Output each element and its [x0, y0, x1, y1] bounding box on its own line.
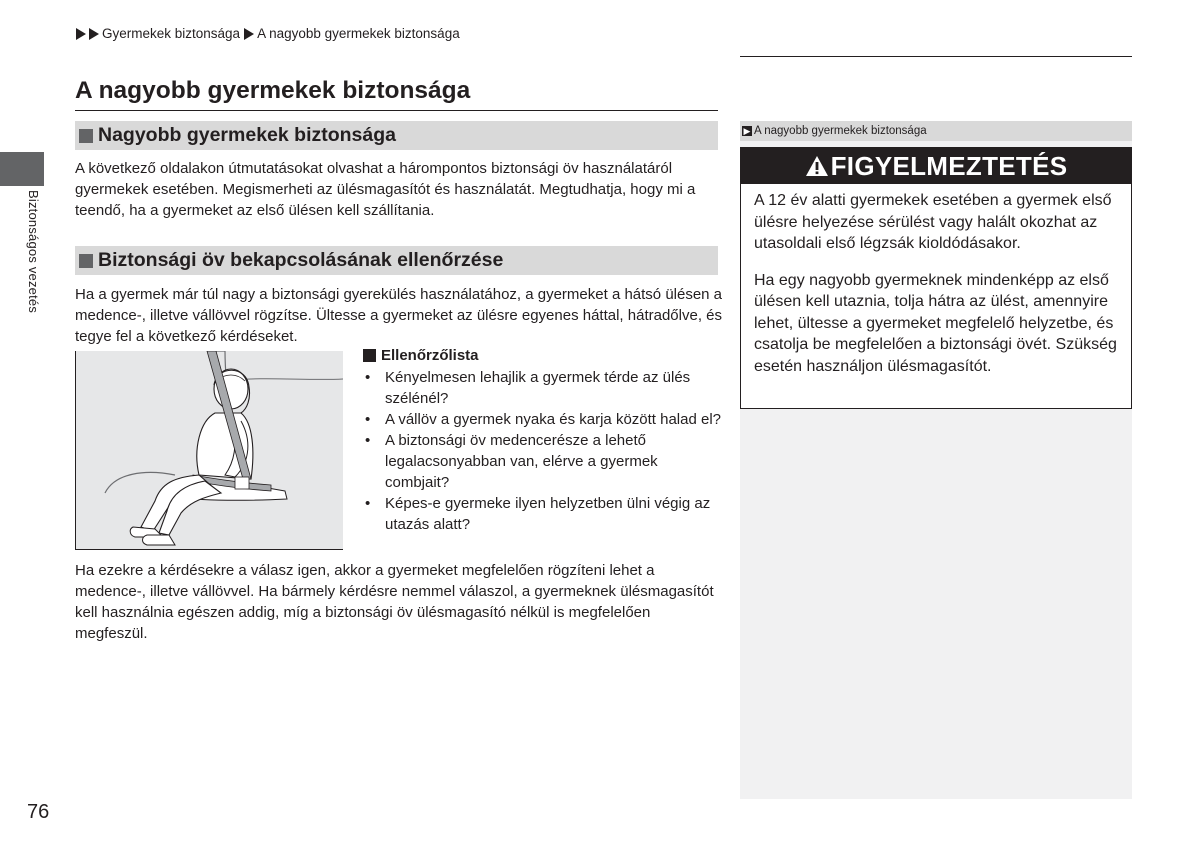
section-square-icon: [79, 129, 93, 143]
section-1-paragraph: A következő oldalakon útmutatásokat olvashat a hárompontos biztonsági öv használatáról gyermekek esetében. Megismerheti az ülésmagasítót és használatát. Megtudhatja, hogy mi a teendő, ha a gyermeket az első ülésen kell szállítania.: [75, 160, 696, 219]
title-rule: [75, 110, 718, 111]
breadcrumb-item[interactable]: Gyermekek biztonsága: [102, 26, 241, 41]
bullet-icon: •: [365, 495, 371, 512]
checklist: [363, 345, 725, 535]
warning-paragraph: A 12 év alatti gyermekek esetében a gyermek első ülésre helyezése sérülést vagy halált okozhat az utasoldali első légzsák kioldódásakor.: [754, 192, 1112, 252]
bullet-icon: •: [365, 369, 371, 386]
bullet-icon: •: [365, 411, 371, 428]
checklist-item: [363, 409, 725, 430]
breadcrumb: [76, 26, 462, 41]
side-tab-marker: [0, 152, 44, 186]
bullet-icon: •: [365, 432, 371, 449]
checklist-title: [363, 345, 725, 366]
warning-paragraph: Ha egy nagyobb gyermeknek mindenképp az első ülésen kell utaznia, tolja hátra az ülést, amennyire lehet, ültesse a gyermeket megfelelő helyzetbe, és csatolja be megfelelően a biztonsági övét. Szükség esetén használjon ülésmagasítót.: [754, 271, 1117, 375]
breadcrumb-item[interactable]: A nagyobb gyermekek biztonsága: [257, 26, 460, 41]
side-tab-label: Biztonságos vezetés: [26, 190, 41, 314]
checklist-item-text: A vállöv a gyermek nyaka és karja között halad el?: [385, 411, 722, 428]
checklist-item: [363, 493, 725, 535]
section-heading-label: Biztonsági öv bekapcsolásának ellenőrzése: [98, 249, 504, 271]
checklist-square-icon: [363, 349, 376, 362]
checklist-item: [363, 430, 725, 493]
warning-title: FIGYELMEZTETÉS: [830, 150, 1068, 181]
warning-triangle-icon: [805, 155, 829, 177]
breadcrumb-arrow-icon: [244, 28, 254, 40]
section-2-paragraph: Ha a gyermek már túl nagy a biztonsági gyerekülés használatához, a gyermeket a hátsó ülésen a medence-, illetve vállövvel rögzítse. Ültesse a gyermeket az ülésre egyenes háttal, hátradőlve, és tegye fel a következő kérdéseket.: [75, 286, 723, 345]
checklist-item: [363, 367, 725, 409]
checklist-item-text: Kényelmesen lehajlik a gyermek térde az ülés szélénél?: [385, 369, 691, 407]
page-number: 76: [27, 801, 50, 823]
section-heading-2: [75, 246, 718, 275]
section-heading-label: Nagyobb gyermekek biztonsága: [98, 124, 397, 146]
reference-arrow-icon: ▶: [743, 126, 751, 136]
checklist-item-text: A biztonsági öv medencerésze a lehető legalacsonyabban van, elérve a gyermek combjait?: [385, 432, 658, 491]
section-heading-1: [75, 121, 718, 150]
child-seatbelt-illustration: [75, 351, 343, 550]
warning-header: [741, 148, 1131, 184]
closing-paragraph: Ha ezekre a kérdésekre a válasz igen, akkor a gyermeket megfelelően rögzíteni lehet a medence-, illetve vállövvel. Ha bármely kérdésre nemmel válaszol, a gyermeknek ülésmagasítót kell használnia egészen addig, míg a biztonsági öv ülésmagasító nélkül is megfelelően megfeszül.: [75, 562, 714, 642]
checklist-item-text: Képes-e gyermeke ilyen helyzetben ülni végig az utazás alatt?: [385, 495, 711, 533]
breadcrumb-arrow-icon: [89, 28, 99, 40]
top-rule: [740, 56, 1132, 57]
section-square-icon: [79, 254, 93, 268]
warning-box: [740, 147, 1132, 409]
side-note-ref-label[interactable]: A nagyobb gyermekek biztonsága: [754, 125, 927, 137]
page-title: A nagyobb gyermekek biztonsága: [75, 77, 471, 104]
breadcrumb-arrow-icon: [76, 28, 86, 40]
side-note-ref: [740, 121, 1132, 141]
checklist-title-label: Ellenőrzőlista: [381, 347, 479, 364]
